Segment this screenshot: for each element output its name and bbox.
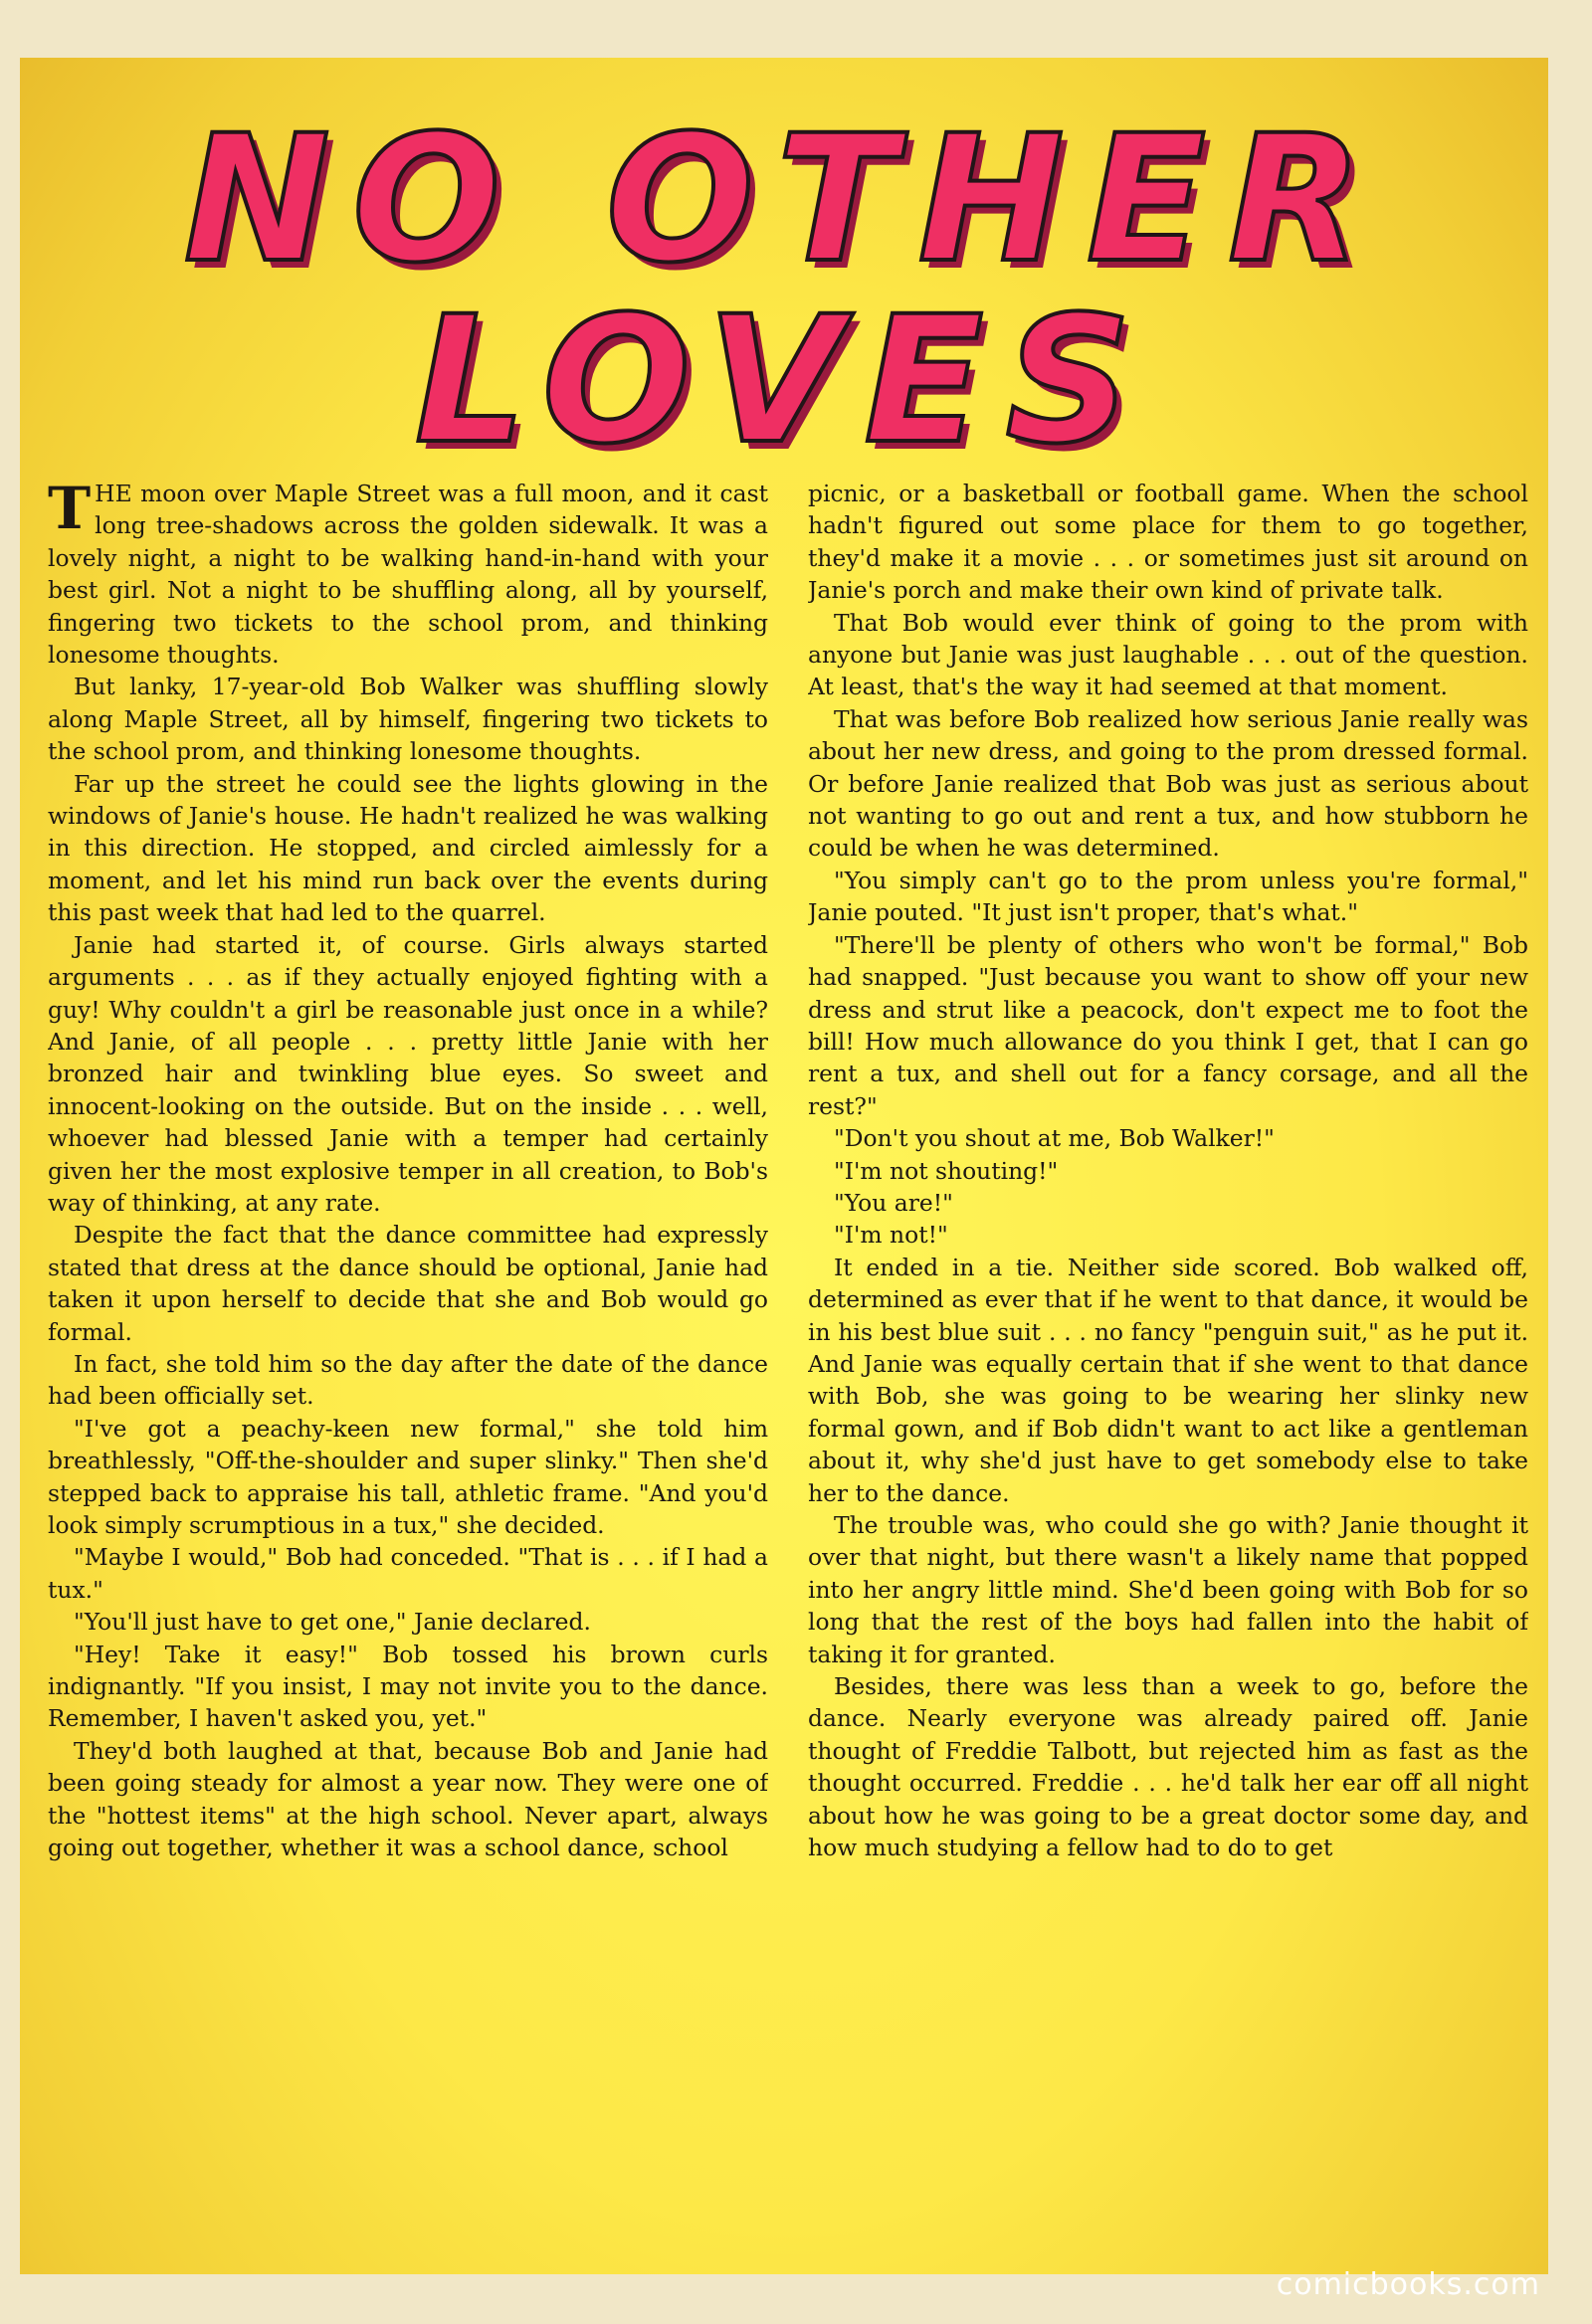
paragraph: In fact, she told him so the day after the date of the dance had been officially set. <box>48 1349 768 1411</box>
drop-cap: T <box>48 478 92 542</box>
paragraph: Far up the street he could see the lights glowing in the windows of Janie's house. He hadn't realized he was walking in this direction. He stopped, and circled aimlessly for a moment, and let his mind run back over the events during this past week that had led to the quarrel. <box>48 769 768 927</box>
paragraph: The trouble was, who could she go with? Janie thought it over that night, but there wasn't a likely name that popped into her angry little mind. She'd been going with Bob for so long that the rest of the boys had fallen into the habit of taking it for granted. <box>808 1511 1528 1668</box>
paragraph-text: HE moon over Maple Street was a full moon, and it cast long tree-shadows across the golden sidewalk. It was a lovely night, a night to be walking hand-in-hand with your best girl. Not a night to be shuffling along, all by yourself, fingering two tickets to the school prom, and thinking lonesome thoughts. <box>48 480 768 670</box>
paragraph: Besides, there was less than a week to go, before the dance. Nearly everyone was already paired off. Janie thought of Freddie Talbott, but rejected him as fast as the thought occurred. Freddie . . . he'd talk her ear off all night about how he was going to be a great doctor some day, and how much studying a fellow had to do to get <box>808 1672 1528 1862</box>
paragraph: "Hey! Take it easy!" Bob tossed his brown curls indignantly. "If you insist, I may not invite you to the dance. Remember, I haven't asked you, yet." <box>48 1640 768 1733</box>
paragraph: "I'm not shouting!" <box>834 1156 1059 1185</box>
story-title-line-1: NO OTHER <box>183 97 1385 301</box>
paragraph: But lanky, 17-year-old Bob Walker was shuffling slowly along Maple Street, all by himself, fingering two tickets to the school prom, and thinking lonesome thoughts. <box>48 673 768 766</box>
paragraph: "There'll be plenty of others who won't be formal," Bob had snapped. "Just because you want to show off your new dress and strut like a peacock, don't expect me to foot the bill! How much allowance do you think I get, that I can go rent a tux, and shell out for a fancy corsage, and all the rest?" <box>808 930 1528 1120</box>
paragraph: "You'll just have to get one," Janie declared. <box>74 1608 591 1637</box>
left-text-column <box>48 478 768 2268</box>
paragraph: They'd both laughed at that, because Bob and Janie had been going steady for almost a year now. They were one of the "hottest items" at the high school. Never apart, always going out together, whether it was a school dance, school <box>48 1736 768 1862</box>
paragraph: "You simply can't go to the prom unless you're formal," Janie pouted. "It just isn't proper, that's what." <box>808 866 1528 927</box>
story-page <box>20 58 1548 2274</box>
paragraph: It ended in a tie. Neither side scored. Bob walked off, determined as ever that if he went to that dance, it would be in his best blue suit . . . no fancy "penguin suit," as he put it. And Janie was equally certain that if she went to that dance with Bob, she was going to be wearing her slinky new formal gown, and if Bob didn't want to act like a gentleman about it, why she'd just have to get somebody else to take her to the dance. <box>808 1253 1528 1507</box>
paragraph: "Don't you shout at me, Bob Walker!" <box>834 1124 1275 1153</box>
paragraph <box>48 478 768 671</box>
story-title-line-2: LOVES <box>414 279 1154 483</box>
paragraph: That was before Bob realized how serious Janie really was about her new dress, and going to the prom dressed formal. Or before Janie realized that Bob was just as serious about not wanting to go out and rent a tux, and how stubborn he could be when he was determined. <box>808 704 1528 863</box>
watermark: comicbooks.com <box>1276 2267 1540 2302</box>
paragraph: "I've got a peachy-keen new formal," she told him breathlessly, "Off-the-shoulder and super slinky." Then she'd stepped back to appraise his tall, athletic frame. "And you'd look simply scrumptious in a tux," she decided. <box>48 1414 768 1539</box>
paragraph: "You are!" <box>834 1188 953 1217</box>
paragraph: Janie had started it, of course. Girls always started arguments . . . as if they actually enjoyed fighting with a guy! Why couldn't a girl be reasonable just once in a while? And Janie, of all people . . . pretty little Janie with her bronzed hair and twinkling blue eyes. So sweet and innocent-looking on the outside. But on the inside . . . well, whoever had blessed Janie with a temper had certainly given her the most explosive temper in all creation, to Bob's way of thinking, at any rate. <box>48 930 768 1217</box>
paragraph: "I'm not!" <box>834 1221 948 1250</box>
right-text-column <box>808 478 1528 2268</box>
paragraph: That Bob would ever think of going to the prom with anyone but Janie was just laughable . . . out of the question. At least, that's the way it had seemed at that moment. <box>808 608 1528 701</box>
paragraph: Despite the fact that the dance committee had expressly stated that dress at the dance should be optional, Janie had taken it upon herself to decide that she and Bob would go formal. <box>48 1221 768 1346</box>
paragraph: "Maybe I would," Bob had conceded. "That is . . . if I had a tux." <box>48 1543 768 1604</box>
paragraph: picnic, or a basketball or football game. When the school hadn't figured out some place for them to go together, they'd make it a movie . . . or sometimes just sit around on Janie's porch and make their own kind of private talk. <box>808 480 1528 605</box>
